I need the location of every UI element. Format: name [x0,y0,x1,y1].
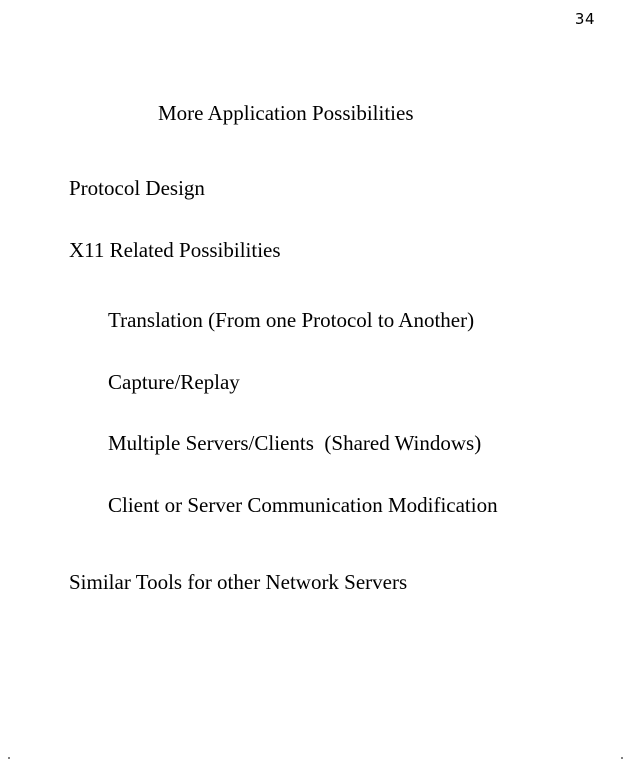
item-similar-tools: Similar Tools for other Network Servers [69,570,408,594]
subitem-translation: Translation (From one Protocol to Another) [108,308,475,332]
corner-mark-left [8,757,10,759]
corner-mark-right [621,757,623,759]
item-protocol-design: Protocol Design [69,176,205,200]
subitem-client-server-modification: Client or Server Communication Modification [108,493,498,517]
page-number: 34 [574,10,595,28]
item-x11-related-possibilities: X11 Related Possibilities [69,238,281,262]
subitem-capture-replay: Capture/Replay [108,370,240,394]
slide-title: More Application Possibilities [158,101,414,125]
subitem-multiple-servers-clients: Multiple Servers/Clients (Shared Windows) [108,431,482,455]
